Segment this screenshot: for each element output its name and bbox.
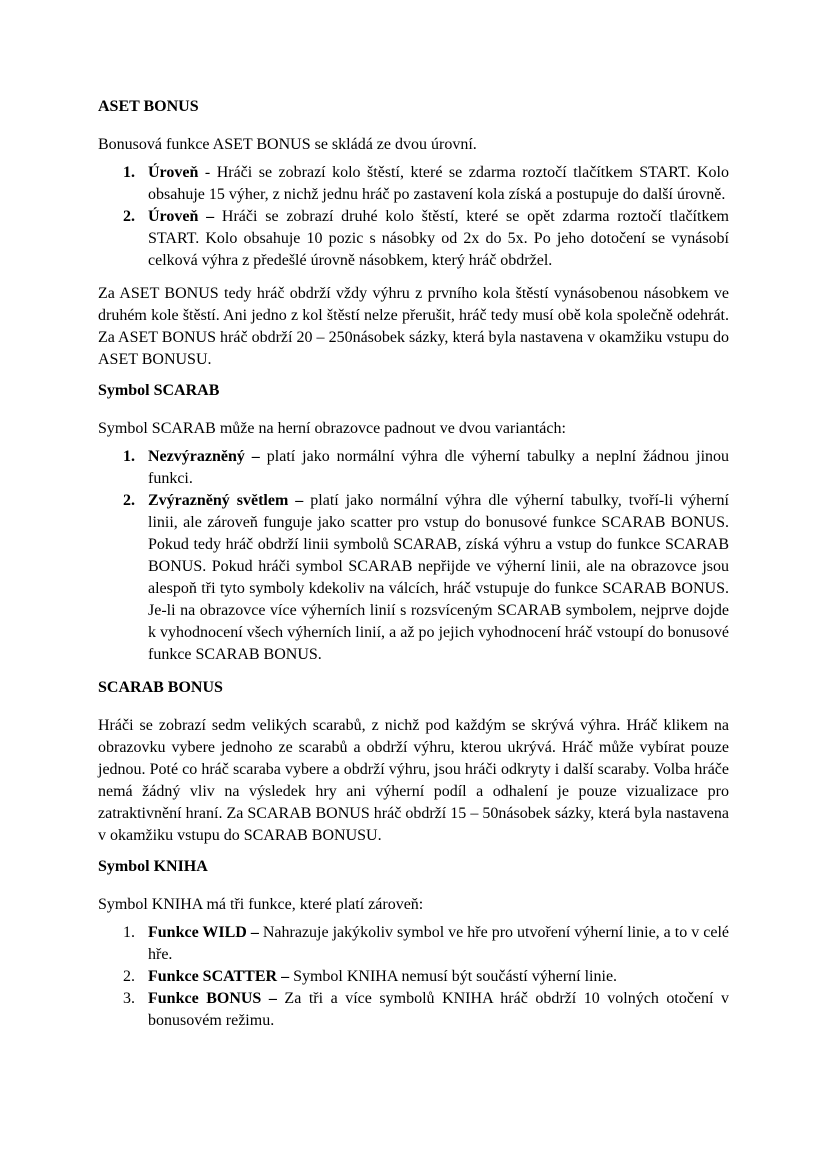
heading-scarab-bonus: SCARAB BONUS [98, 679, 223, 696]
list-item [98, 446, 729, 490]
list-item-text: - Hráči se zobrazí kolo štěstí, které se zdarma roztočí tlačítkem START. Kolo obsahuje 15 výher, z nichž jednu hráč po zastavení kola získá a postupuje do další úrovně. [148, 164, 729, 203]
symbol-scarab-list [98, 446, 729, 666]
heading-symbol-scarab: Symbol SCARAB [98, 382, 220, 399]
list-item-text: platí jako normální výhra dle výherní tabulky, tvoří-li výherní linii, ale zároveň funguje jako scatter pro vstup do bonusové funkce SCARAB BONUS. Pokud tedy hráč obdrží linii symbolů SCARAB, získá výhru a vstup do funkce SCARAB BONUS. Pokud hráči symbol SCARAB nepřijde ve výherní linii, ale na obrazovce jsou alespoň tři tyto symboly kdekoliv na válcích, hráč vstupuje do funkce SCARAB BONUS. Je-li na obrazovce více výherních linií s rozsvíceným SCARAB symbolem, nejprve dojde k vyhodnocení všech výherních linií, a až po jejich vyhodnocení hráč vstoupí do bonusové funkce SCARAB BONUS. [148, 492, 729, 663]
list-item-number: 3. [123, 990, 135, 1007]
list-item-number: 2. [123, 492, 135, 509]
symbol-scarab-intro: Symbol SCARAB může na herní obrazovce padnout ve dvou variantách: [98, 420, 566, 437]
aset-bonus-paragraph: Za ASET BONUS tedy hráč obdrží vždy výhru z prvního kola štěstí vynásobenou násobkem ve druhém kole štěstí. Ani jedno z kol štěstí nelze přerušit, hráč tedy musí obě kola společně odehrát. Za ASET BONUS hráč obdrží 20 – 250násobek sázky, která byla nastavena v okamžiku vstupu do ASET BONUSU. [98, 285, 729, 368]
list-item-lead: Funkce WILD – [148, 924, 263, 941]
list-item [98, 966, 729, 988]
list-item-text: Nahrazuje jakýkoliv symbol ve hře pro utvoření výherní linie, a to v celé hře. [148, 924, 729, 963]
heading-aset-bonus: ASET BONUS [98, 98, 199, 115]
section-aset-bonus [98, 96, 729, 371]
list-item-lead: Nezvýrazněný – [148, 448, 267, 465]
list-item-lead: Úroveň – [148, 208, 222, 225]
symbol-kniha-list [98, 922, 729, 1032]
list-item-number: 2. [123, 208, 135, 225]
list-item-lead: Úroveň [148, 164, 199, 181]
symbol-kniha-intro: Symbol KNIHA má tři funkce, které platí zároveň: [98, 896, 424, 913]
list-item [98, 988, 729, 1032]
heading-symbol-kniha: Symbol KNIHA [98, 858, 208, 875]
list-item-number: 1. [123, 924, 135, 941]
list-item-lead: Zvýrazněný světlem – [148, 492, 311, 509]
section-symbol-kniha [98, 856, 729, 1032]
list-item-number: 2. [123, 968, 135, 985]
list-item-text: Hráči se zobrazí druhé kolo štěstí, které se opět zdarma roztočí tlačítkem START. Kolo obsahuje 10 pozic s násobky od 2x do 5x. Po jeho dotočení se vynásobí celková výhra z předešlé úrovně násobkem, který hráč obdržel. [148, 208, 729, 269]
list-item-text: Za tři a více symbolů KNIHA hráč obdrží 10 volných otočení v bonusovém režimu. [148, 990, 730, 1029]
list-item [98, 162, 729, 206]
section-symbol-scarab [98, 380, 729, 666]
list-item-number: 1. [123, 164, 135, 181]
list-item [98, 490, 729, 666]
section-scarab-bonus [98, 677, 729, 847]
aset-bonus-intro: Bonusová funkce ASET BONUS se skládá ze dvou úrovní. [98, 136, 477, 153]
scarab-bonus-paragraph: Hráči se zobrazí sedm velikých scarabů, z nichž pod každým se skrývá výhra. Hráč klikem na obrazovku vybere jednoho ze scarabů a obdrží výhru, kterou ukrývá. Hráč může vybírat pouze jednou. Poté co hráč scaraba vybere a obdrží výhru, jsou hráči odkryty i další scaraby. Volba hráče nemá žádný vliv na výsledek hry ani výherní podíl a odhalení je pouze vizualizace pro zatraktivnění hraní. Za SCARAB BONUS hráč obdrží 15 – 50násobek sázky, která byla nastavena v okamžiku vstupu do SCARAB BONUSU. [98, 717, 729, 844]
list-item-lead: Funkce SCATTER – [148, 968, 294, 985]
list-item [98, 206, 729, 272]
list-item-text: Symbol KNIHA nemusí být součástí výherní linie. [293, 968, 618, 985]
list-item [98, 922, 729, 966]
list-item-lead: Funkce BONUS – [148, 990, 285, 1007]
list-item-text: platí jako normální výhra dle výherní tabulky a neplní žádnou jinou funkci. [148, 448, 730, 487]
aset-bonus-list [98, 162, 729, 272]
list-item-number: 1. [123, 448, 135, 465]
